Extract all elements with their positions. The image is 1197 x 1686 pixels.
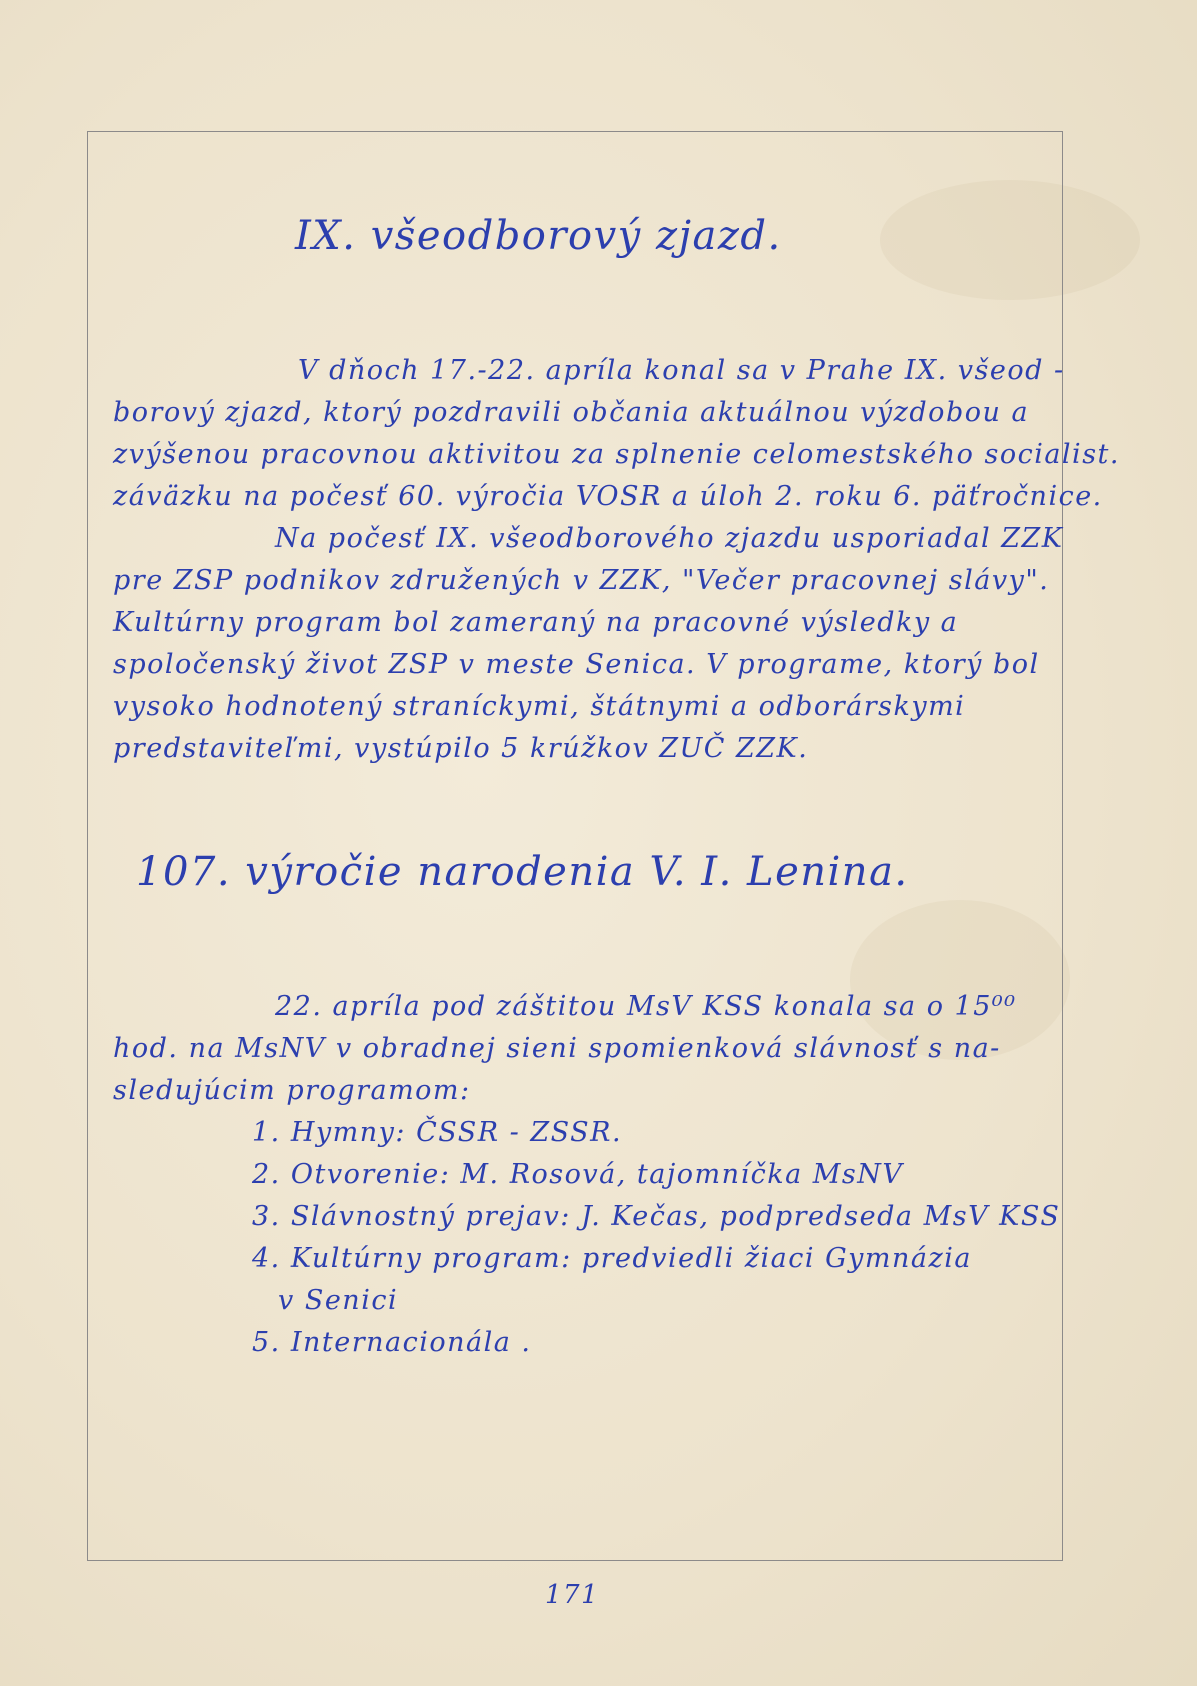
program-item: 5. Internacionála . [252,1327,532,1358]
program-item: 3. Slávnostný prejav: J. Kečas, podpredseda MsV KSS [252,1201,1061,1232]
text-line: záväzku na počesť 60. výročia VOSR a úloh 2. roku 6. päťročnice. [113,481,1103,512]
text-line: vysoko hodnotený straníckymi, štátnymi a odborárskymi [113,691,966,722]
heading-vyrocie-lenina: 107. výročie narodenia V. I. Lenina. [136,849,909,895]
page-border [87,131,1063,1561]
program-item: 1. Hymny: ČSSR - ZSSR. [252,1117,623,1148]
text-line: V dňoch 17.-22. apríla konal sa v Prahe IX. všeod - [298,355,1065,386]
text-line: spoločenský život ZSP v meste Senica. V programe, ktorý bol [113,649,1040,680]
text-line: predstaviteľmi, vystúpilo 5 krúžkov ZUČ ZZK. [113,733,809,764]
text-line: Kultúrny program bol zameraný na pracovné výsledky a [113,607,959,638]
text-line: sledujúcim programom: [113,1075,471,1106]
program-item: 2. Otvorenie: M. Rosová, tajomníčka MsNV [252,1159,904,1190]
program-item: v Senici [278,1285,399,1316]
text-line: hod. na MsNV v obradnej sieni spomienková slávnosť s na- [113,1033,1001,1064]
text-line: borový zjazd, ktorý pozdravili občania aktuálnou výzdobou a [113,397,1030,428]
text-line: 22. apríla pod záštitou MsV KSS konala sa o 15⁰⁰ [275,991,1017,1022]
heading-vseodborovy-zjazd: IX. všeodborový zjazd. [295,213,782,259]
text-line: pre ZSP podnikov združených v ZZK, "Večer pracovnej slávy". [113,565,1050,596]
program-item: 4. Kultúrny program: predviedli žiaci Gymnázia [252,1243,972,1274]
page-number: 171 [545,1580,600,1610]
text-line: Na počesť IX. všeodborového zjazdu usporiadal ZZK [275,523,1064,554]
text-line: zvýšenou pracovnou aktivitou za splnenie celomestského socialist. [113,439,1120,470]
